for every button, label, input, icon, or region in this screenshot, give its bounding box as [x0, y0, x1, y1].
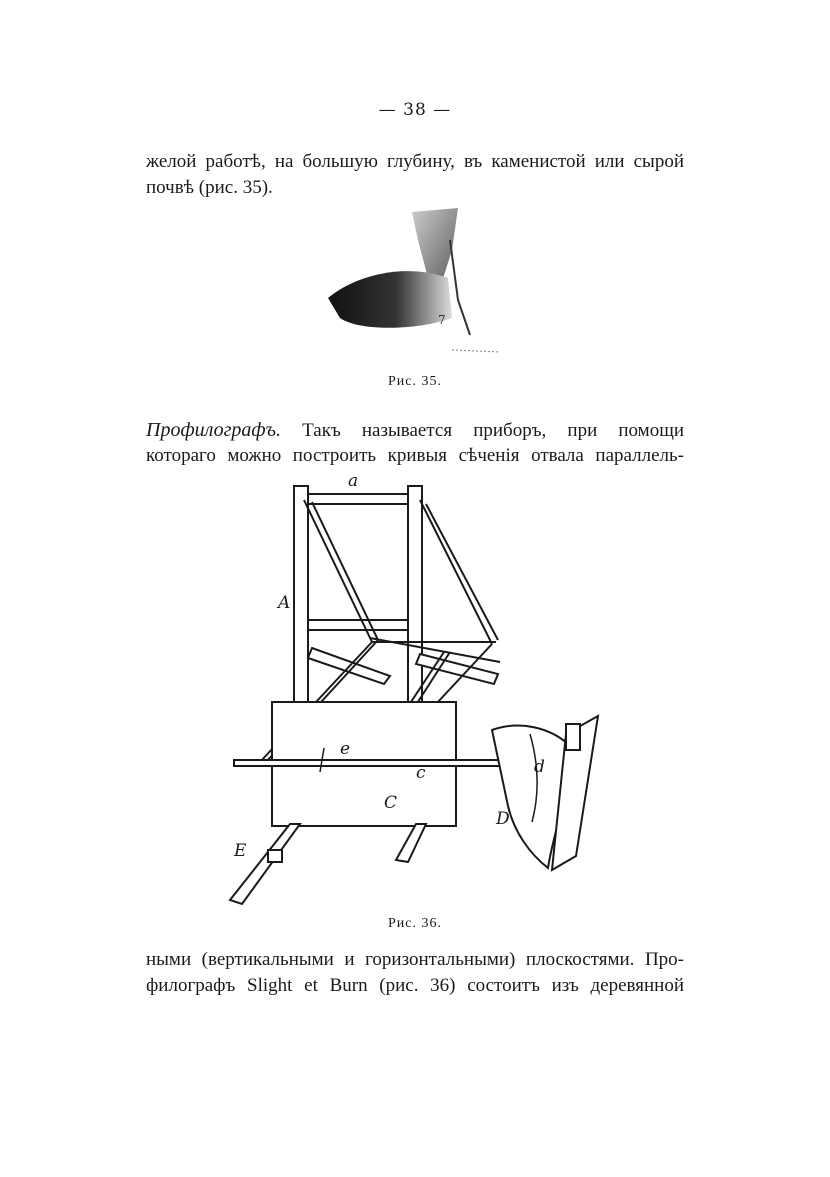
figure-36-illustration — [220, 472, 620, 912]
page-number: — 38 — — [378, 100, 452, 120]
figure-35-label: 7 — [438, 313, 446, 327]
frame-upright-left — [294, 486, 308, 704]
plough-handle — [566, 724, 580, 750]
label-d: d — [534, 757, 545, 777]
frame-cross-bar — [308, 620, 408, 630]
text-line — [146, 418, 684, 443]
runner-right — [396, 824, 426, 862]
diagonal-rod — [426, 504, 498, 640]
horizontal-rod — [234, 760, 530, 766]
label-a: a — [348, 472, 359, 491]
term-heading: Профилографъ. — [146, 419, 281, 441]
share-shape — [328, 271, 452, 328]
text-line: котораго можно построить кривыя сѣченія отвала параллель- — [146, 445, 684, 466]
text-line: желой работѣ, на большую глубину, въ каменистой или сырой — [146, 151, 684, 172]
text-line: филографъ Slight et Burn (рис. 36) состоитъ изъ деревянной — [146, 975, 684, 996]
label-C: C — [384, 793, 398, 813]
frame-upright-right — [408, 486, 422, 704]
frame-top-bar — [308, 494, 408, 504]
label-e: e — [340, 739, 351, 759]
label-A: A — [278, 593, 291, 613]
figure-35-caption: Рис. 35. — [388, 374, 442, 389]
label-c: c — [416, 763, 426, 783]
figure-35-illustration — [300, 200, 540, 370]
label-E: E — [234, 841, 247, 861]
figure-36-caption: Рис. 36. — [388, 916, 442, 931]
text-line: почвѣ (рис. 35). — [146, 177, 273, 198]
diagonal-rod — [420, 500, 492, 644]
runner-block — [268, 850, 282, 862]
text-fragment: Такъ называется приборъ, при помощи — [302, 420, 684, 441]
text-line: ными (вертикальными и горизонтальными) плоскостями. Про- — [146, 949, 684, 970]
runner-left — [230, 824, 300, 904]
label-D: D — [496, 809, 510, 829]
